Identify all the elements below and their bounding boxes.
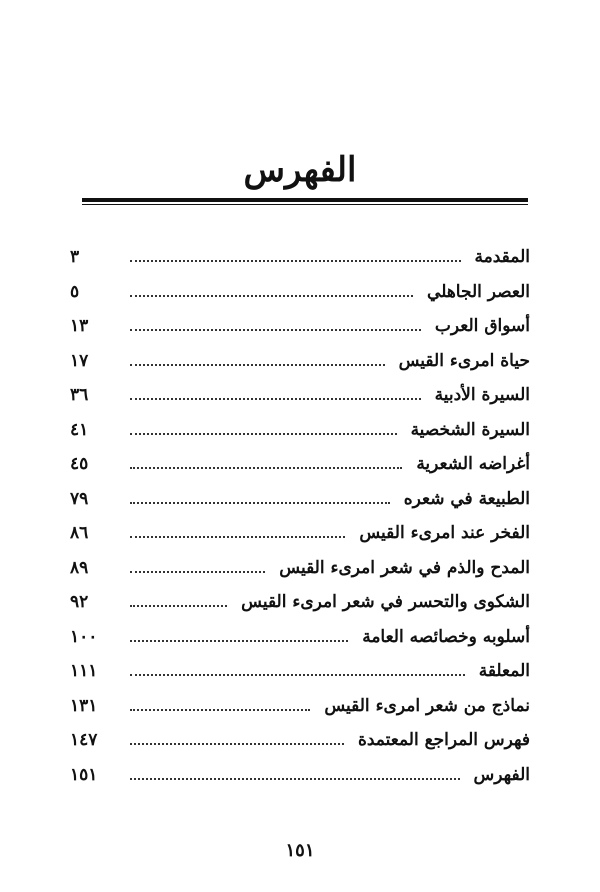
toc-entry-page: ٧٩	[70, 488, 89, 509]
toc-entry-label: أسواق العرب	[427, 316, 530, 336]
toc-entry-page: ٤١	[70, 419, 89, 440]
title-underline	[82, 198, 528, 202]
toc-entry-label: نماذج من شعر امرىء القيس	[316, 696, 530, 716]
toc-entry-page: ١٥١	[70, 764, 98, 785]
toc-entry	[70, 413, 530, 448]
toc-entry	[70, 344, 530, 379]
toc-entry	[70, 516, 530, 551]
toc-entry-label: المعلقة	[471, 661, 530, 681]
dot-leader	[130, 295, 413, 297]
toc-entry-label: الفهرس	[466, 765, 530, 785]
title-underline-thin	[82, 204, 528, 205]
page-title: الفهرس	[243, 150, 357, 190]
toc-entry-page: ١٠٠	[70, 626, 98, 647]
dot-leader	[130, 743, 344, 745]
toc-entry	[70, 378, 530, 413]
dot-leader	[130, 398, 421, 400]
dot-leader	[130, 571, 265, 573]
toc-entry-page: ١٤٧	[70, 730, 98, 751]
toc-entry	[70, 447, 530, 482]
toc-entry	[70, 240, 530, 275]
toc-entry-label: السيرة الشخصية	[403, 420, 530, 440]
toc-entry	[70, 689, 530, 724]
dot-leader	[130, 778, 460, 780]
toc-entry-label: أغراضه الشعرية	[408, 454, 530, 474]
toc-entry-label: أسلوبه وخصائصه العامة	[354, 627, 530, 647]
dot-leader	[130, 709, 310, 711]
dot-leader	[130, 433, 397, 435]
toc-entry-label: المدح والذم في شعر امرىء القيس	[271, 558, 530, 578]
toc-entry-page: ١٣	[70, 316, 89, 337]
toc-entry-page: ١١١	[70, 661, 98, 682]
toc-entry	[70, 275, 530, 310]
toc-entry-page: ٩٢	[70, 592, 89, 613]
toc-entry-label: الشكوى والتحسر في شعر امرىء القيس	[233, 592, 530, 612]
table-of-contents	[70, 240, 530, 792]
toc-entry-page: ٨٩	[70, 557, 89, 578]
toc-entry	[70, 620, 530, 655]
toc-entry-label: العصر الجاهلي	[419, 282, 530, 302]
dot-leader	[130, 329, 421, 331]
dot-leader	[130, 364, 385, 366]
toc-entry-label: حياة امرىء القيس	[391, 351, 530, 371]
dot-leader	[130, 605, 227, 607]
toc-entry-label: السيرة الأدبية	[427, 385, 530, 405]
toc-entry-page: ١٣١	[70, 695, 98, 716]
dot-leader	[130, 640, 348, 642]
toc-entry	[70, 482, 530, 517]
toc-entry-page: ٤٥	[70, 454, 89, 475]
toc-entry-page: ٣٦	[70, 385, 89, 406]
dot-leader	[130, 260, 461, 262]
toc-entry-page: ٨٦	[70, 523, 89, 544]
dot-leader	[130, 536, 345, 538]
toc-entry-label: الفخر عند امرىء القيس	[351, 523, 530, 543]
toc-entry	[70, 758, 530, 793]
toc-entry-label: فهرس المراجع المعتمدة	[350, 730, 530, 750]
toc-entry	[70, 309, 530, 344]
page-number: ١٥١	[285, 840, 315, 861]
dot-leader	[130, 502, 390, 504]
toc-entry-page: ٣	[70, 247, 80, 268]
toc-entry-label: المقدمة	[467, 247, 530, 267]
dot-leader	[130, 467, 402, 469]
toc-entry-page: ١٧	[70, 350, 89, 371]
toc-entry-page: ٥	[70, 281, 80, 302]
toc-entry	[70, 723, 530, 758]
toc-entry-label: الطبيعة في شعره	[396, 489, 530, 509]
toc-entry	[70, 585, 530, 620]
toc-entry	[70, 551, 530, 586]
dot-leader	[130, 674, 465, 676]
toc-entry	[70, 654, 530, 689]
